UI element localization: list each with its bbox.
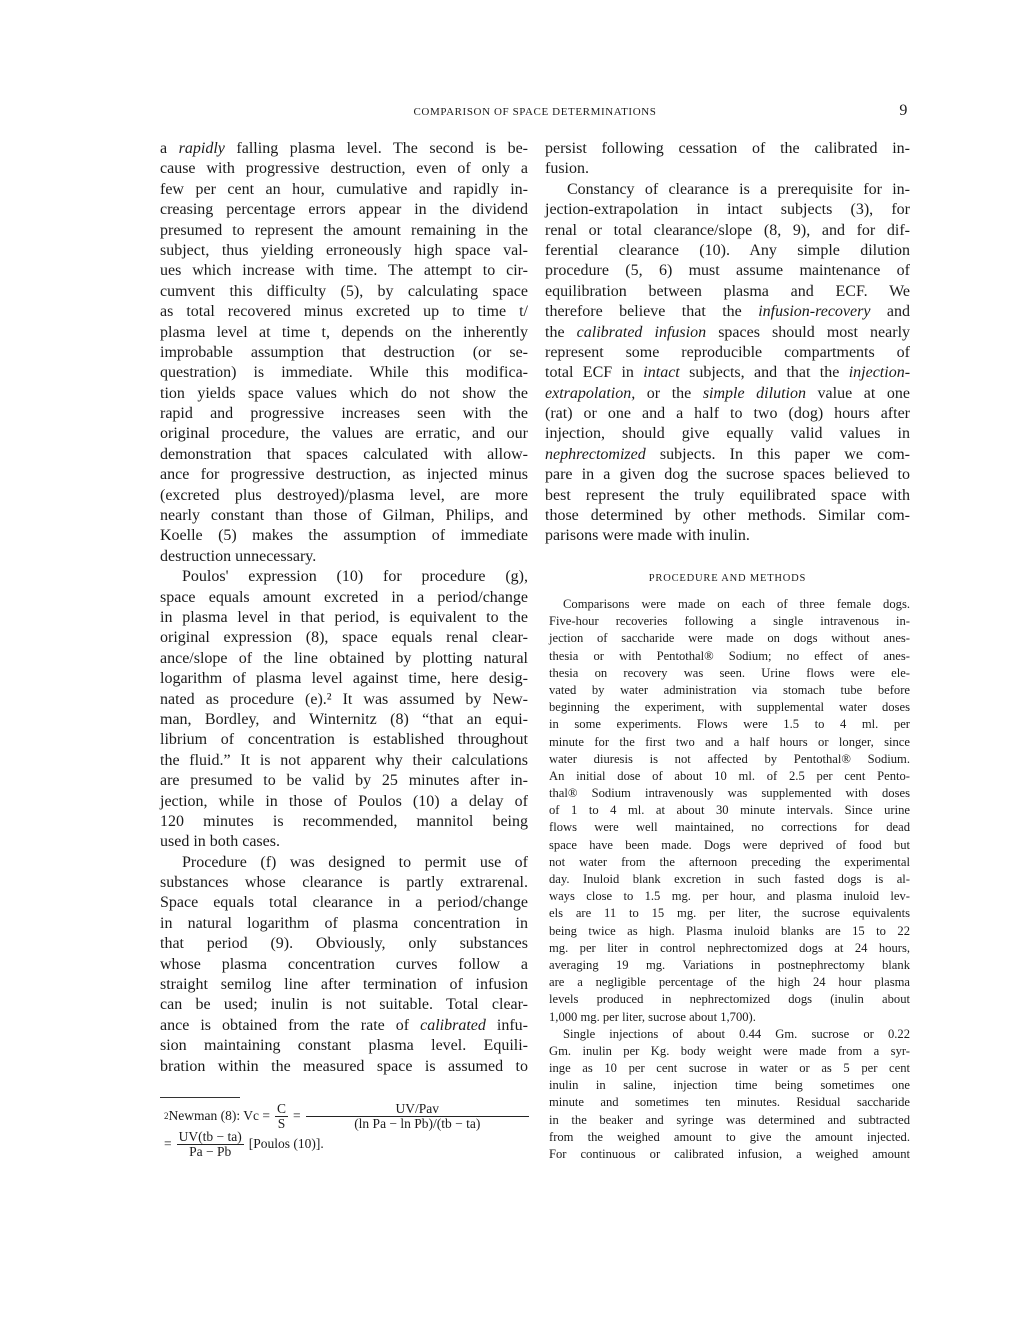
text-line: that period (9). Obviously, only substances: [160, 935, 528, 953]
text-line: nephrectomized subjects. In this paper we com-: [545, 445, 910, 463]
paragraph: [549, 596, 910, 1026]
text-line: 1,000 mg. per liter, sucrose about 1,700).: [549, 1009, 756, 1024]
text-line: in the beaker and syringe was determined and subtracted: [549, 1112, 910, 1127]
text-line: bration within the measured space is assumed to: [160, 1057, 528, 1075]
footnote-line-1: [164, 1102, 534, 1130]
text-line: best represent the truly equilibrated space with: [545, 486, 910, 504]
text-line: minute and sometimes ten minutes. Residual saccharide: [549, 1095, 910, 1110]
paragraph: [549, 1026, 910, 1164]
italic-text: calibrated: [420, 1016, 486, 1034]
text-line: vated by water administration via stomach tube before: [549, 682, 910, 697]
text-line: sion maintaining constant plasma level. Equili-: [160, 1037, 528, 1055]
text-line: plasma level at time t, depends on the inherently: [160, 323, 528, 341]
text-line: the fluid.” It is not apparent why their calculations: [160, 751, 528, 769]
text-line: day. Inuloid blank excretion in such fasted dogs is al-: [549, 872, 910, 886]
text-line: els are 11 to 15 mg. per liter, the sucrose equivalents: [549, 906, 910, 921]
equals-sign: =: [292, 1108, 301, 1123]
text-line: those determined by other methods. Similar com-: [545, 507, 910, 525]
text-line: levels produced in nephrectomized dogs (inulin about: [549, 992, 910, 1007]
italic-text: extrapolation,: [545, 384, 636, 402]
numerator: UV/Pav: [306, 1102, 529, 1117]
text-line: water diuresis is not affected by Pentothal® Sodium.: [549, 751, 910, 766]
text-line: rapid and progressive increases seen with the: [160, 405, 528, 423]
text-line: jection of saccharide were made on dogs without anes-: [549, 631, 910, 646]
text-line: jection, while in those of Poulos (10) a delay of: [160, 792, 528, 810]
text-line: thal® Sodium intravenously was supplemented with doses: [549, 786, 910, 801]
paragraph: [545, 139, 910, 180]
text-line: ferential clearance (10). Any simple dilution: [545, 241, 910, 259]
text-line: presumed to represent the amount remaining in the: [160, 221, 528, 239]
text-line: Gm. inulin per Kg. body weight were made from a syr-: [549, 1043, 910, 1058]
italic-text: injection-: [848, 364, 911, 382]
text-line: subject, thus yielding erroneously high space val-: [160, 241, 528, 259]
text-line: Poulos' expression (10) for procedure (g),: [182, 568, 528, 586]
italic-text: infusion-recovery: [758, 303, 871, 321]
italic-text: nephrectomized: [545, 445, 646, 463]
denominator: (ln Pa − ln Pb)/(tb − ta): [354, 1115, 481, 1131]
text-line: (rat) or one and a half to two (dog) hours after: [545, 405, 910, 423]
text-line: total ECF in intact subjects, and that the injection-: [545, 364, 911, 382]
text-line: beginning the experiment, with supplemental water doses: [549, 700, 910, 715]
paragraph: [160, 853, 528, 1077]
text-line: Constancy of clearance is a prerequisite for in-: [567, 180, 910, 198]
text-line: man, Bordley, and Winternitz (8) “that an equi-: [160, 710, 528, 728]
text-line: in some experiments. Flows were 1.5 to 4 ml. per: [549, 717, 910, 732]
text-line: therefore believe that the infusion-recovery and: [545, 303, 911, 321]
text-line: parisons were made with inulin.: [545, 527, 750, 545]
text-line: Comparisons were made on each of three female dogs.: [563, 597, 910, 611]
footnote-line-2: [164, 1130, 534, 1158]
text-line: extrapolation, or the simple dilution value at one: [545, 384, 910, 402]
italic-text: rapidly: [178, 140, 225, 157]
text-line: are presumed to be valid by 25 minutes after in-: [160, 772, 528, 790]
text-line: Koelle (5) makes the assumption of immediate: [160, 527, 528, 545]
fraction-c-over-s: [275, 1102, 288, 1131]
paragraph: [160, 567, 528, 852]
running-title: COMPARISON OF SPACE DETERMINATIONS: [413, 106, 657, 118]
text-line: not water from the afternoon preceding the experimental: [549, 854, 910, 869]
text-line: cumvent this difficulty (5), by calculating space: [160, 282, 528, 300]
text-line: procedure (5, 6) must assume maintenance of: [545, 262, 910, 280]
text-line: destruction unnecessary.: [160, 547, 317, 565]
text-line: original expression (8), space equals renal clear-: [160, 629, 528, 647]
text-line: space equals amount excreted in a period/change: [160, 588, 528, 606]
text-line: Single injections of about 0.44 Gm. sucrose or 0.22: [563, 1026, 910, 1041]
text-line: logarithm of plasma level against time, here desig-: [160, 670, 528, 688]
text-line: flows were well maintained, no corrections for dead: [549, 820, 910, 835]
text-line: as total recovered minus excreted up to time t/: [160, 303, 528, 321]
text-line: inulin in saline, injection time being sometimes one: [549, 1078, 910, 1093]
text-line: equilibration between plasma and ECF. We: [545, 282, 910, 300]
text-line: averaging 19 mg. Variations in postnephrectomy blank: [549, 957, 910, 972]
text-line: jection-extrapolation in intact subjects (3), for: [545, 201, 910, 219]
text-line: mg. per liter in control nephrectomized dogs at 24 hours,: [549, 940, 910, 955]
text-line: Five-hour recoveries following a single intravenous in-: [549, 614, 910, 629]
running-header: [160, 104, 910, 122]
italic-text: simple dilution: [702, 384, 806, 402]
text-line: space have been made. Dogs were deprived of food but: [549, 837, 910, 852]
text-line: being twice as high. Plasma inuloid blanks are 15 to 22: [549, 923, 910, 938]
right-column: [545, 139, 910, 547]
page-number: 9: [899, 102, 908, 119]
text-line: librium of concentration is established throughout: [160, 731, 528, 749]
text-line: inge as 10 per cent sucrose in water or as 5 per cent: [549, 1061, 910, 1076]
left-column: [160, 139, 528, 1077]
text-line: demonstration that spaces calculated with allow-: [160, 445, 528, 463]
fraction-poulos: [177, 1130, 244, 1159]
denominator: S: [277, 1115, 286, 1131]
italic-text: calibrated infusion: [576, 323, 707, 341]
text-line: An initial dose of about 10 ml. of 2.5 per cent Pento-: [549, 768, 910, 783]
text-line: Space equals total clearance in a period/change: [160, 894, 528, 912]
text-line: thesia on recovery was seen. Urine flows were ele-: [549, 665, 910, 680]
footnote-citation: [Poulos (10)].: [248, 1136, 324, 1151]
text-line: nearly constant than those of Gilman, Philips, and: [160, 507, 528, 525]
text-line: in plasma level in that period, is equivalent to the: [160, 608, 528, 626]
footnote-marker: 2: [164, 1111, 169, 1121]
text-line: represent some reproducible compartments of: [545, 343, 910, 361]
text-line: ways close to 1.5 mg. per hour, and plasma inuloid lev-: [549, 889, 910, 904]
text-line: Procedure (f) was designed to permit use of: [182, 853, 528, 871]
text-line: substances whose clearance is partly extrarenal.: [160, 874, 528, 892]
denominator: Pa − Pb: [189, 1143, 232, 1159]
text-line: used in both cases.: [160, 833, 280, 851]
text-line: improbable assumption that destruction (or se-: [160, 343, 528, 361]
footnote: [164, 1102, 534, 1158]
paragraph: [160, 139, 528, 567]
fraction-uv-pav: [306, 1102, 529, 1131]
text-line: pare in a given dog the sucrose spaces believed to: [545, 466, 910, 484]
text-line: persist following cessation of the calibrated in-: [545, 140, 910, 157]
equals-sign: =: [164, 1136, 172, 1151]
text-line: of 1 to 4 ml. at about 30 minute intervals. Since urine: [549, 803, 910, 818]
italic-text: intact: [643, 364, 680, 382]
text-line: original procedure, the values are erratic, and our: [160, 425, 528, 443]
text-line: whose plasma concentration curves follow a: [160, 955, 528, 973]
footnote-lead: Newman (8): Vc =: [168, 1108, 270, 1123]
text-line: questration) is immediate. While this modifica-: [160, 364, 528, 382]
text-line: ance/slope of the line obtained by plotting natural: [160, 649, 528, 667]
text-line: 120 minutes is recommended, mannitol being: [160, 812, 528, 830]
text-line: are a negligible percentage of the high 24 hour plasma: [549, 975, 910, 990]
text-line: thesia or with Pentothal® Sodium; no effect of anes-: [549, 648, 910, 663]
numerator: C: [276, 1100, 286, 1116]
text-line: the calibrated infusion spaces should most nearly: [545, 323, 911, 341]
paragraph: [545, 180, 910, 547]
text-line: fusion.: [545, 160, 589, 178]
text-line: few per cent an hour, cumulative and rapidly in-: [160, 180, 528, 198]
text-line: tion yields space values which do not show the: [160, 384, 528, 402]
text-line: (excreted plus destroyed)/plasma level, are more: [160, 486, 528, 504]
text-line: ues which increase with time. The attempt to cir-: [160, 262, 528, 280]
footnote-divider: [160, 1097, 240, 1098]
text-line: ance is obtained from the rate of calibrated infu-: [160, 1016, 528, 1034]
text-line: renal or total clearance/slope (8, 9), and for dif-: [545, 221, 910, 239]
section-heading: PROCEDURE AND METHODS: [648, 573, 807, 584]
text-line: For continuous or calibrated infusion, a weighed amount: [549, 1147, 910, 1161]
text-line: minute for the first two and a half hours or longer, since: [549, 734, 910, 749]
methods-text: [549, 596, 910, 1163]
numerator: UV(tb − ta): [178, 1128, 242, 1144]
text-line: injection, should give equally valid values in: [545, 425, 910, 443]
text-line: straight semilog line after termination of infusion: [160, 976, 528, 994]
text-line: nated as procedure (e).² It was assumed by New-: [160, 690, 528, 708]
text-line: can be used; inulin is not suitable. Total clear-: [160, 996, 528, 1014]
text-line: a rapidly falling plasma level. The second is be-: [160, 140, 528, 157]
text-line: in natural logarithm of plasma concentration in: [160, 914, 528, 932]
text-line: cause with progressive destruction, even of only a: [160, 160, 528, 178]
text-line: from the weighed amount to give the amount injected.: [549, 1129, 910, 1144]
text-line: creasing percentage errors appear in the dividend: [160, 201, 528, 219]
text-line: ance for progressive destruction, as injected minus: [160, 466, 528, 484]
